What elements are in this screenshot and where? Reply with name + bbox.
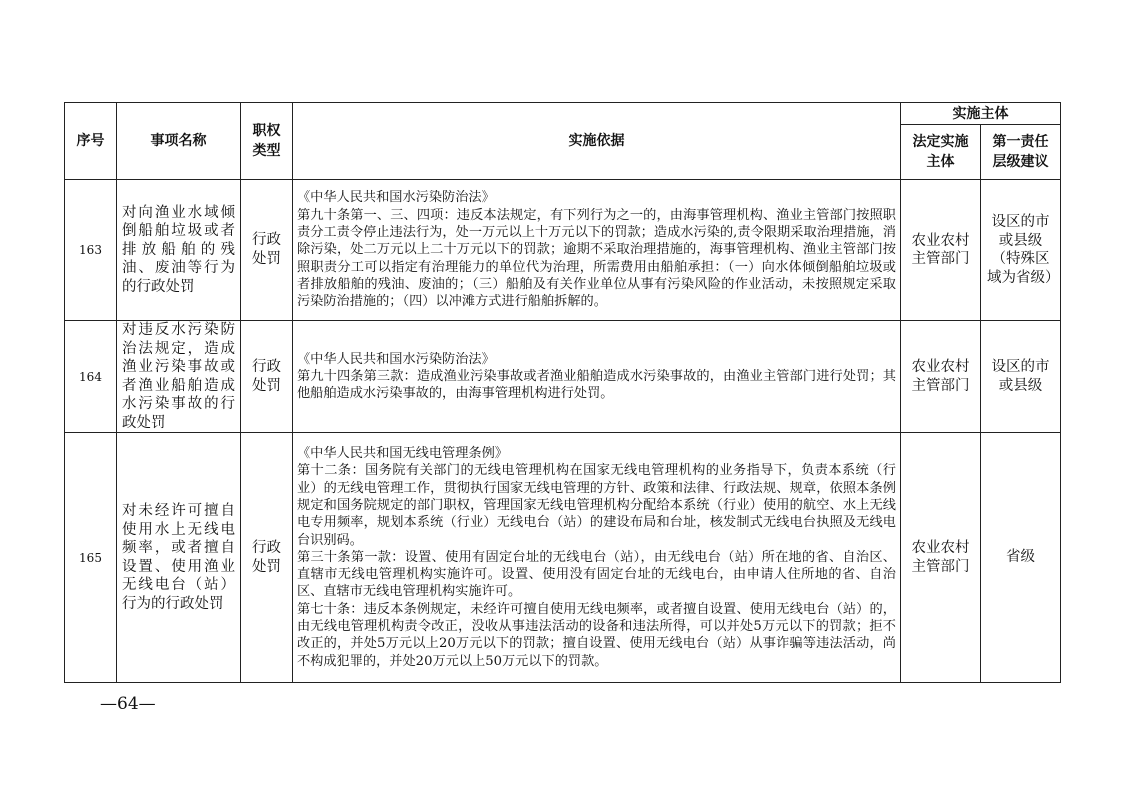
row-power-type-text: 行政处罚 [251, 358, 281, 394]
header-seq: 序号 [65, 103, 117, 180]
header-type [241, 103, 293, 180]
header-type-text: 职权类型 [252, 123, 281, 159]
row-legal-basis [293, 321, 901, 433]
header-subject-group: 实施主体 [901, 103, 1061, 125]
row-legal-basis [293, 180, 901, 321]
basis-clause: 第十二条：国务院有关部门的无线电管理机构在国家无线电管理机构的业务指导下，负责本系统（行业）的无线电管理工作，贯彻执行国家无线电管理的方针、政策和法律、行政法规、规章，依照本条例规定和国务院规定的部门职权，管理国家无线电管理机构分配给本系统（行业）使用的航空、水上无线电专用频率，规划本系统（行业）无线电台（站）的建设布局和台址，核发制式无线电台执照及无线电台识别码。 [297, 463, 896, 548]
basis-law-title: 《中华人民共和国水污染防治法》 [297, 351, 495, 367]
basis-clause: 第七十条：违反本条例规定，未经许可擅自使用无线电频率，或者擅自设置、使用无线电台（站）的，由无线电管理机构责令改正，没收从事违法活动的设备和违法所得，可以并处5万元以下的罚款；拒不改正的，并处5万元以上20万元以下的罚款；擅自设置、使用无线电台（站）从事诈骗等违法活动，尚不构成犯罪的，并处20万元以上50万元以下的罚款。 [297, 601, 896, 669]
header-basis: 实施依据 [293, 103, 901, 180]
header-legal-subject [901, 125, 981, 180]
basis-law-title: 《中华人民共和国无线电管理条例》 [297, 446, 508, 462]
row-power-type [241, 180, 293, 321]
enforcement-items-table [64, 102, 1061, 683]
table-row [65, 433, 1061, 683]
header-legal-subject-text: 法定实施主体 [912, 134, 969, 170]
row-item-name: 对未经许可擅自使用水上无线电频率，或者擅自设置、使用渔业无线电台（站）行为的行政处罚 [117, 433, 241, 683]
header-name: 事项名称 [117, 103, 241, 180]
header-first-level [981, 125, 1061, 180]
basis-clause: 第九十条第一、三、四项：违反本法规定，有下列行为之一的，由海事管理机构、渔业主管部门按照职责分工责令停止违法行为，处一万元以上十万元以下的罚款；造成水污染的,责令限期采取治理措施，消除污染，处二万元以上二十万元以下的罚款；逾期不采取治理措施的，海事管理机构、渔业主管部门按照职责分工可以指定有治理能力的单位代为治理，所需费用由船舶承担：（一）向水体倾倒船舶垃圾或者排放船舶的残油、废油的；（三）船舶及有关作业单位从事有污染风险的作业活动，未按照规定采取污染防治措施的；（四）以冲滩方式进行船舶拆解的。 [297, 207, 896, 310]
table-row [65, 321, 1061, 433]
row-seq: 165 [65, 433, 117, 683]
row-item-name: 对向渔业水域倾倒船舶垃圾或者排放船舶的残油、废油等行为的行政处罚 [117, 180, 241, 321]
row-legal-basis [293, 433, 901, 683]
page-number: —64— [100, 694, 156, 714]
row-legal-subject: 农业农村主管部门 [901, 433, 981, 683]
row-item-name: 对违反水污染防治法规定，造成渔业污染事故或者渔业船舶造成水污染事故的行政处罚 [117, 321, 241, 433]
basis-law-title: 《中华人民共和国水污染防治法》 [297, 190, 495, 206]
row-seq: 164 [65, 321, 117, 433]
row-power-type [241, 321, 293, 433]
row-legal-subject: 农业农村主管部门 [901, 321, 981, 433]
header-first-level-text: 第一责任层级建议 [992, 134, 1049, 170]
row-power-type-text: 行政处罚 [251, 232, 281, 267]
row-power-type [241, 433, 293, 683]
row-first-level: 设区的市或县级（特殊区域为省级） [981, 180, 1061, 321]
table-row [65, 180, 1061, 321]
row-first-level: 省级 [981, 433, 1061, 683]
row-first-level: 设区的市或县级 [981, 321, 1061, 433]
basis-clause: 第九十四条第三款：造成渔业污染事故或者渔业船舶造成水污染事故的，由渔业主管部门进行处罚；其他船舶造成水污染事故的，由海事管理机构进行处罚。 [297, 368, 896, 402]
row-power-type-text: 行政处罚 [251, 539, 281, 575]
basis-clause: 第三十条第一款：设置、使用有固定台址的无线电台（站），由无线电台（站）所在地的省、自治区、直辖市无线电管理机构实施许可。设置、使用没有固定台址的无线电台，由申请人住所地的省、自治区、直辖市无线电管理机构实施许可。 [297, 549, 896, 600]
row-seq: 163 [65, 180, 117, 321]
row-legal-subject: 农业农村主管部门 [901, 180, 981, 321]
